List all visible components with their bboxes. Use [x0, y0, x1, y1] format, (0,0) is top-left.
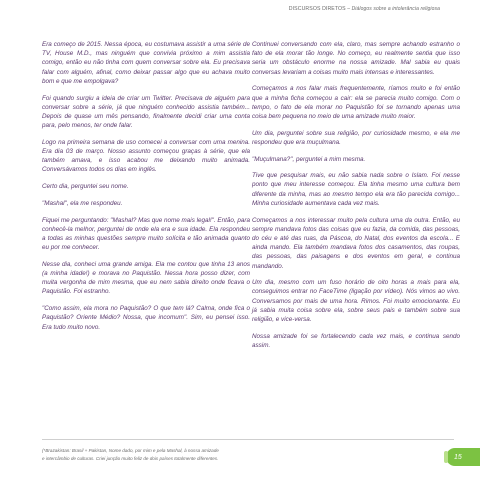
footnote-divider — [42, 439, 454, 440]
paragraph: Começamos a nos interessar muito pela cultura uma da outra. Então, eu sempre mandava fotos das coisas que eu fazia, da comida, das pessoas, do céu e até das ruas, da Páscoa, do Natal, dos eventos da escola... E ainda mando. Ela também mandava fotos dos casamentos, das roupas, das pessoas, das paisagens e dos eventos em geral, e continua mandando. — [252, 216, 460, 270]
paragraph: Certo dia, perguntei seu nome. — [42, 183, 129, 191]
paragraph: Um dia, mesmo com um fuso horário de oito horas a mais para ela, conseguimos entrar no FaceTime (ligação por vídeo). Nós vimos ao vivo. Conversamos por mais de uma hora. Rimos. Foi muito emocionante. Eu já sabia muita coisa sobre ela, sobre seus pais e também sobre sua religião, e vice-versa. — [252, 279, 460, 324]
paragraph: Fiquei me perguntando: "Mashal? Mas que nome mais legal!". Então, para conhecê-la melhor, perguntei de onde ela era e sua idade. Ela respondeu a todas as minhas questões sempre muito solícita e tão animada quanto eu por me conhecer. — [42, 216, 250, 252]
header-subtitle: Diálogos sobre a intolerância religiosa — [351, 6, 440, 12]
paragraph: "Como assim, ela mora no Paquistão? O que tem lá? Calma, onde fica o Paquistão? Oriente Médio? Nossa, que incomum". Sim, eu pensei isso. Era tudo muito novo. — [42, 305, 250, 331]
paragraph: Foi quando surgiu a ideia de criar um Twitter. Precisava de alguém para conversar sobre a série, já que ninguém conhecido assistia também... Depois de quase um mês pensando, finalmente decidi criar uma conta para, pelo menos, ter onde falar. — [42, 94, 250, 130]
paragraph: Nesse dia, conheci uma grande amiga. Ela me contou que tinha 13 anos (a minha idade!) e morava no Paquistão. Nessa hora posso dizer, com muita vergonha de mim mesma, que eu nem sabia direito onde ficava o Paquistão. Foi estranho. — [42, 260, 250, 296]
paragraph: Era começo de 2015. Nessa época, eu costumava assistir a uma série de TV, House M.D., mas ninguém que convivia próximo a mim assistia comigo, então eu não tinha com quem conversar sobre ela. Eu precisava falar com alguém, afinal, como deixar passar algo que eu achava muito bom e que me empolgava? — [42, 41, 250, 85]
header-separator: – — [345, 6, 352, 12]
paragraph: "Mashal", ela me respondeu. — [42, 199, 123, 207]
running-header — [289, 6, 440, 12]
right-column — [252, 40, 460, 358]
paragraph: Continuei conversando com ela, claro, mas sempre achando estranho o fato de ela morar tão longe. No começo, eu realmente sentia que isso seria um obstáculo enorme na nossa amizade. Mal sabia eu quais conversas levariam a coisas muito mais intensas e interessantes. — [252, 41, 460, 76]
page-number: 15 — [454, 453, 462, 461]
paragraph: Começamos a nos falar mais frequentemente, ríamos muito e foi então que a minha ficha começou a cair: ela se parecia muito comigo. Com o tempo, o fato de ela morar no Paquistão foi se tornando apenas uma coisa bem pequena no meio de uma amizade muito maior. — [252, 85, 460, 120]
paragraph: Um dia, perguntei sobre sua religião, por curiosidade mesmo, e ela me respondeu que era muçulmana. — [252, 129, 460, 146]
paragraph: Logo na primeira semana de uso comecei a conversar com uma menina. Era dia 03 de março. Nosso assunto começou graças à série, que ela também amava, e isso acabou me deixando muito animada. Conversávamos todos os dias em inglês. — [42, 138, 250, 174]
paragraph: Nossa amizade foi se fortalecendo cada vez mais, e continua sendo assim. — [252, 332, 460, 349]
header-section: DISCURSOS DIRETOS — [288, 6, 346, 12]
page-number-badge — [446, 448, 480, 466]
footnote-line: e intercâmbio de culturas. Criei junção muito feliz de dois países totalmente diferentes. — [42, 456, 219, 461]
paragraph: "Muçulmana?", perguntei a mim mesma. — [252, 155, 366, 163]
footnote-line: (*Brazakistan: Brasil + Pakistan, Nome dado, por mim e pela Mashal, à nossa amizade — [42, 448, 219, 453]
left-column — [42, 40, 250, 339]
footnote — [42, 447, 422, 463]
paragraph: Tive que pesquisar mais, eu não sabia nada sobre o Islam. Foi nesse ponto que meu interesse começou. Ela tinha mesmo uma cultura bem diferente da minha, mas ao mesmo tempo ela era tão parecida comigo... Minha curiosidade aumentava cada vez mais. — [252, 172, 460, 207]
